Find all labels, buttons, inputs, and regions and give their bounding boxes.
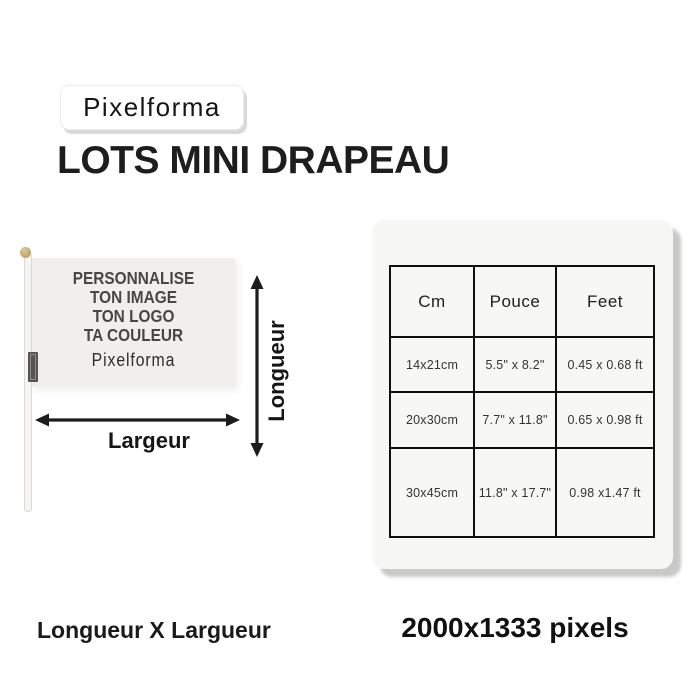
length-double-arrow-icon [249, 275, 265, 457]
brand-logo-badge [60, 85, 244, 130]
flag-text-block [44, 269, 223, 371]
column-header-cm: Cm [390, 266, 474, 337]
width-label: Largeur [108, 428, 190, 453]
flag-canvas [32, 258, 235, 387]
resolution-label: 2000x1333 pixels [401, 612, 629, 643]
cell-feet: 0.98 x1.47 ft [556, 448, 654, 537]
cell-pouce: 5.5" x 8.2" [474, 337, 556, 392]
pole-tag-label [30, 354, 36, 380]
flag-pole [24, 253, 32, 512]
flag-line: TON LOGO [92, 306, 175, 326]
table-header-row [390, 266, 654, 337]
cell-cm: 30x45cm [390, 448, 474, 537]
flag-line: TA COULEUR [83, 325, 184, 345]
dimension-formula-label: Longueur X Largueur [37, 617, 271, 643]
brand-logo-text: Pixelforma [83, 92, 221, 122]
cell-cm: 14x21cm [390, 337, 474, 392]
column-header-feet: Feet [556, 266, 654, 337]
size-conversion-table [389, 265, 655, 538]
flag-line: TON IMAGE [89, 287, 177, 307]
page-title: LOTS MINI DRAPEAU [57, 139, 450, 182]
table-row [390, 337, 654, 392]
pole-tag-icon [28, 352, 38, 382]
flag-line: PERSONNALISE [72, 268, 195, 288]
table-row [390, 392, 654, 448]
cell-pouce: 11.8" x 17.7" [474, 448, 556, 537]
cell-cm: 20x30cm [390, 392, 474, 448]
pole-finial-ball-icon [20, 247, 31, 258]
length-label: Longueur [264, 320, 289, 422]
cell-pouce: 7.7" x 11.8" [474, 392, 556, 448]
table-row [390, 448, 654, 537]
size-table-card [372, 220, 673, 569]
flag-brand-text: Pixelforma [91, 350, 176, 370]
cell-feet: 0.65 x 0.98 ft [556, 392, 654, 448]
width-double-arrow-icon [35, 412, 240, 428]
column-header-pouce: Pouce [474, 266, 556, 337]
cell-feet: 0.45 x 0.68 ft [556, 337, 654, 392]
